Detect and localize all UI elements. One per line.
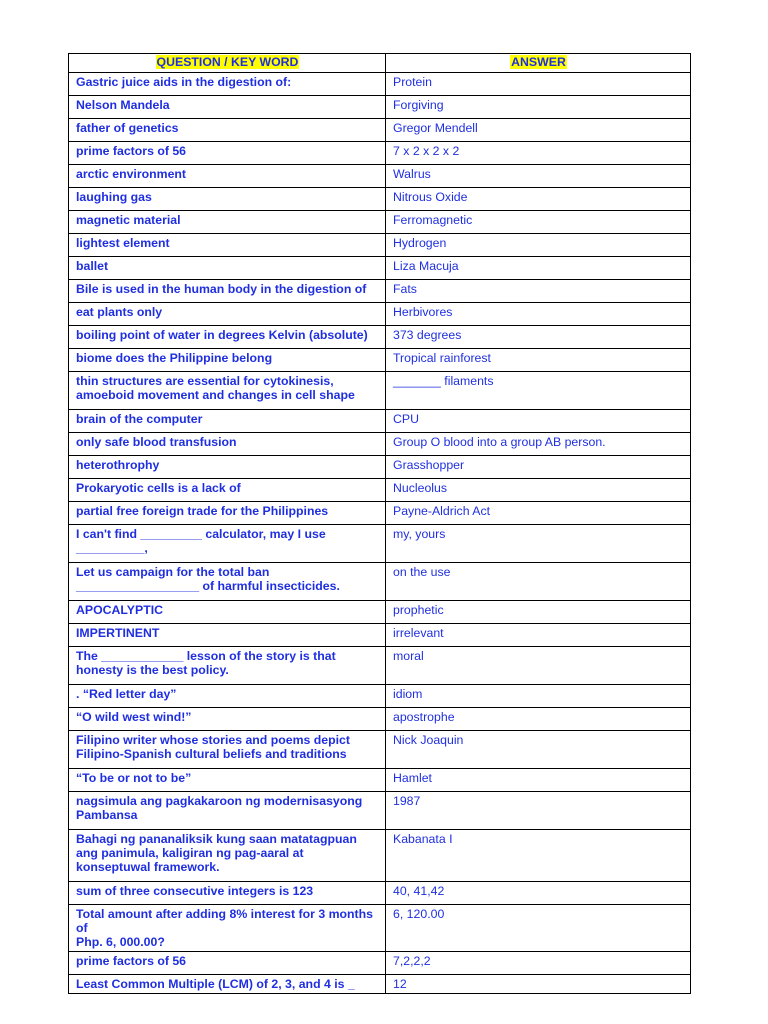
question-cell: heterothrophy <box>69 456 386 479</box>
table-row <box>69 525 691 563</box>
question-cell: Let us campaign for the total ban __________________ of harmful insecticides. <box>69 563 386 601</box>
answer-cell: my, yours <box>386 525 691 563</box>
table-row <box>69 905 691 952</box>
table-row <box>69 433 691 456</box>
answer-cell: idiom <box>386 685 691 708</box>
table-row <box>69 563 691 601</box>
table-row <box>69 211 691 234</box>
question-cell: “O wild west wind!” <box>69 708 386 731</box>
quiz-answer-sheet <box>68 53 690 994</box>
question-cell: Gastric juice aids in the digestion of: <box>69 73 386 96</box>
table-row <box>69 952 691 975</box>
question-cell: Filipino writer whose stories and poems depict Filipino-Spanish cultural beliefs and traditions <box>69 731 386 769</box>
answer-cell: Liza Macuja <box>386 257 691 280</box>
table-row <box>69 234 691 257</box>
question-cell: boiling point of water in degrees Kelvin (absolute) <box>69 326 386 349</box>
question-cell: Bahagi ng pananaliksik kung saan matatagpuan ang panimula, kaligiran ng pag-aaral at konseptuwal framework. <box>69 830 386 882</box>
answer-cell: 1987 <box>386 792 691 830</box>
question-cell: magnetic material <box>69 211 386 234</box>
question-cell: Bile is used in the human body in the digestion of <box>69 280 386 303</box>
answer-cell: Nucleolus <box>386 479 691 502</box>
column-header-question <box>69 54 386 73</box>
answer-cell: Payne-Aldrich Act <box>386 502 691 525</box>
table-row <box>69 73 691 96</box>
answer-cell: CPU <box>386 410 691 433</box>
table-row <box>69 303 691 326</box>
table-row <box>69 479 691 502</box>
answer-cell: Herbivores <box>386 303 691 326</box>
table-row <box>69 882 691 905</box>
table-row <box>69 685 691 708</box>
answer-cell: Gregor Mendell <box>386 119 691 142</box>
table-row <box>69 188 691 211</box>
question-cell: sum of three consecutive integers is 123 <box>69 882 386 905</box>
question-cell: lightest element <box>69 234 386 257</box>
answer-cell: Protein <box>386 73 691 96</box>
answer-cell: Fats <box>386 280 691 303</box>
question-cell: eat plants only <box>69 303 386 326</box>
question-cell: ballet <box>69 257 386 280</box>
table-row <box>69 624 691 647</box>
answer-cell: Nick Joaquin <box>386 731 691 769</box>
question-cell: Total amount after adding 8% interest for 3 months of Php. 6, 000.00? <box>69 905 386 952</box>
answer-cell: Hamlet <box>386 769 691 792</box>
question-cell: biome does the Philippine belong <box>69 349 386 372</box>
answer-cell: Kabanata I <box>386 830 691 882</box>
question-cell: Nelson Mandela <box>69 96 386 119</box>
question-cell: IMPERTINENT <box>69 624 386 647</box>
table-row <box>69 96 691 119</box>
question-answer-table <box>68 53 691 994</box>
question-cell: thin structures are essential for cytokinesis, amoeboid movement and changes in cell shape <box>69 372 386 410</box>
answer-cell: Grasshopper <box>386 456 691 479</box>
answer-cell: moral <box>386 647 691 685</box>
table-row <box>69 372 691 410</box>
table-row <box>69 165 691 188</box>
question-cell: father of genetics <box>69 119 386 142</box>
question-cell: Least Common Multiple (LCM) of 2, 3, and 4 is _ <box>69 975 386 994</box>
table-header-row <box>69 54 691 73</box>
question-cell: Prokaryotic cells is a lack of <box>69 479 386 502</box>
table-row <box>69 349 691 372</box>
answer-header-label: ANSWER <box>511 55 566 69</box>
table-row <box>69 708 691 731</box>
question-cell: APOCALYPTIC <box>69 601 386 624</box>
answer-cell: 40, 41,42 <box>386 882 691 905</box>
table-row <box>69 119 691 142</box>
answer-cell: Hydrogen <box>386 234 691 257</box>
question-header-label: QUESTION / KEY WORD <box>156 55 299 69</box>
question-cell: I can't find _________ calculator, may I use __________, <box>69 525 386 563</box>
table-body <box>69 73 691 994</box>
answer-cell: _______ filaments <box>386 372 691 410</box>
table-row <box>69 142 691 165</box>
table-row <box>69 830 691 882</box>
question-cell: brain of the computer <box>69 410 386 433</box>
answer-cell: prophetic <box>386 601 691 624</box>
table-row <box>69 731 691 769</box>
table-row <box>69 502 691 525</box>
table-row <box>69 326 691 349</box>
question-cell: prime factors of 56 <box>69 142 386 165</box>
answer-cell: Nitrous Oxide <box>386 188 691 211</box>
answer-cell: irrelevant <box>386 624 691 647</box>
answer-cell: Ferromagnetic <box>386 211 691 234</box>
answer-cell: 7 x 2 x 2 x 2 <box>386 142 691 165</box>
answer-cell: Forgiving <box>386 96 691 119</box>
question-cell: “To be or not to be” <box>69 769 386 792</box>
table-row <box>69 601 691 624</box>
question-cell: The ____________ lesson of the story is that honesty is the best policy. <box>69 647 386 685</box>
table-row <box>69 792 691 830</box>
table-row <box>69 456 691 479</box>
answer-cell: on the use <box>386 563 691 601</box>
question-cell: laughing gas <box>69 188 386 211</box>
answer-cell: Tropical rainforest <box>386 349 691 372</box>
answer-cell: 12 <box>386 975 691 994</box>
question-cell: only safe blood transfusion <box>69 433 386 456</box>
answer-cell: 6, 120.00 <box>386 905 691 952</box>
question-cell: . “Red letter day” <box>69 685 386 708</box>
table-row <box>69 769 691 792</box>
question-cell: arctic environment <box>69 165 386 188</box>
answer-cell: apostrophe <box>386 708 691 731</box>
question-cell: nagsimula ang pagkakaroon ng modernisasyong Pambansa <box>69 792 386 830</box>
answer-cell: Group O blood into a group AB person. <box>386 433 691 456</box>
answer-cell: 7,2,2,2 <box>386 952 691 975</box>
question-cell: partial free foreign trade for the Philippines <box>69 502 386 525</box>
answer-cell: Walrus <box>386 165 691 188</box>
answer-cell: 373 degrees <box>386 326 691 349</box>
table-row <box>69 410 691 433</box>
table-row <box>69 280 691 303</box>
table-row <box>69 257 691 280</box>
question-cell: prime factors of 56 <box>69 952 386 975</box>
table-row <box>69 975 691 994</box>
table-row <box>69 647 691 685</box>
column-header-answer <box>386 54 691 73</box>
